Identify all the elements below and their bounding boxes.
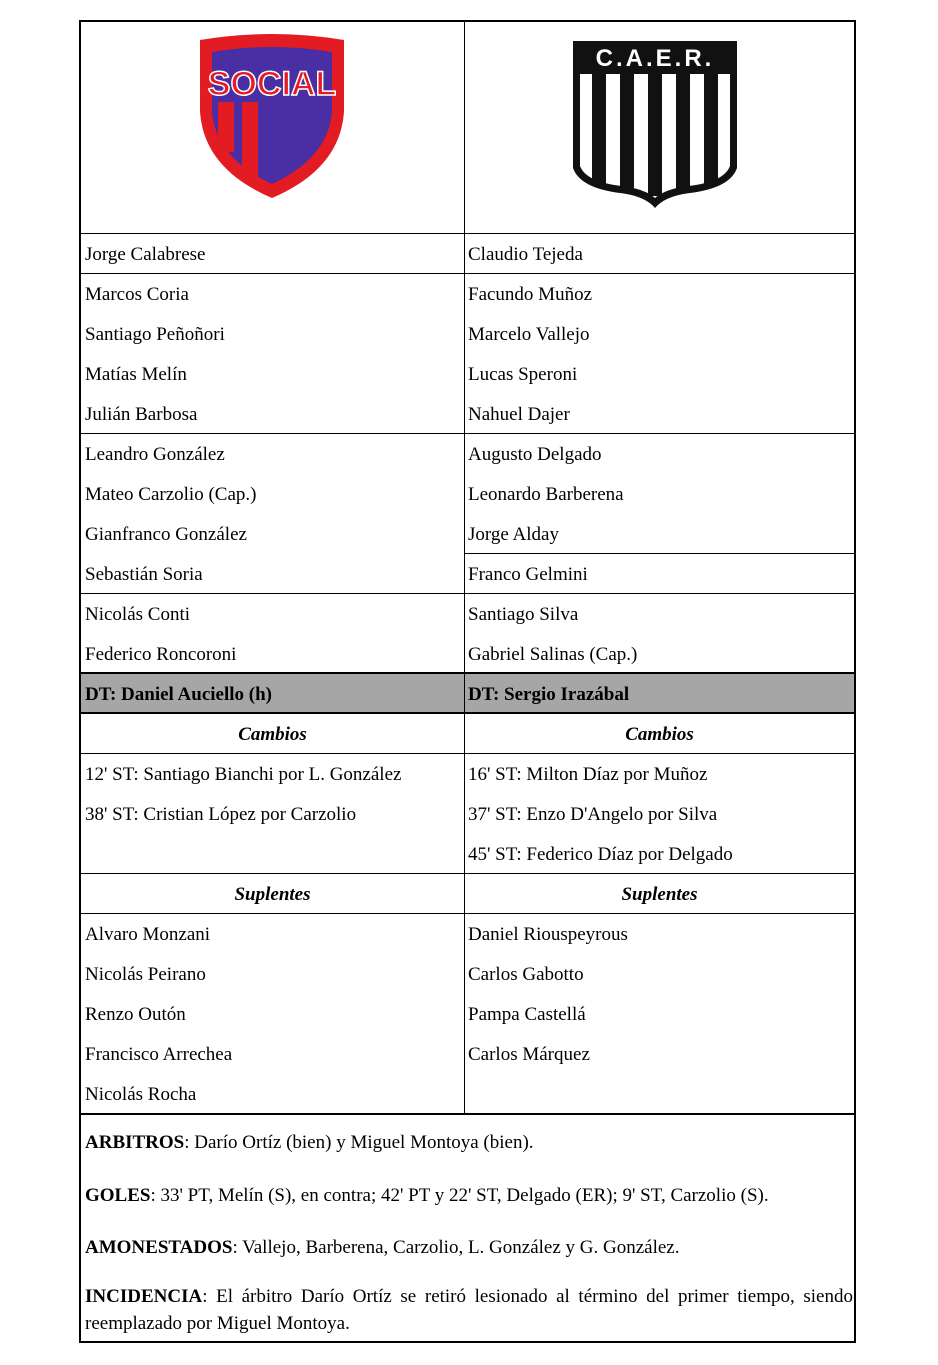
- right-sub: Carlos Márquez: [468, 1044, 590, 1065]
- cautions-text: : Vallejo, Barberena, Carzolio, L. González y G. González.: [232, 1237, 680, 1258]
- row-divider: [81, 913, 854, 914]
- left-sub: Alvaro Monzani: [85, 924, 211, 945]
- right-forward: Santiago Silva: [468, 604, 579, 625]
- right-midfielder: Leonardo Barberena: [468, 484, 624, 505]
- right-change: 45' ST: Federico Díaz por Delgado: [468, 844, 733, 865]
- incident-note: [85, 1283, 853, 1337]
- referees-note: [85, 1129, 853, 1156]
- svg-text:C.A.E.R.: C.A.E.R.: [595, 45, 715, 72]
- left-midfielder: Mateo Carzolio (Cap.): [85, 484, 257, 505]
- left-defender: Marcos Coria: [85, 284, 189, 305]
- left-defender: Santiago Peñoñori: [85, 324, 225, 345]
- left-midfielder: Leandro González: [85, 444, 225, 465]
- right-change: 37' ST: Enzo D'Angelo por Silva: [468, 804, 718, 825]
- left-defender: Matías Melín: [85, 364, 187, 385]
- right-defender: Nahuel Dajer: [468, 404, 570, 425]
- lineup-table: [79, 20, 856, 1343]
- cautions-note: [85, 1234, 853, 1261]
- right-subs-title: Suplentes: [621, 884, 698, 905]
- right-forward: Gabriel Salinas (Cap.): [468, 644, 638, 665]
- right-coach: DT: Sergio Irazábal: [468, 684, 630, 705]
- goals-text: : 33' PT, Melín (S), en contra; 42' PT y 22' ST, Delgado (ER); 9' ST, Carzolio (S).: [150, 1185, 769, 1206]
- goals-label: GOLES: [85, 1185, 151, 1206]
- caer-crest-logo: [570, 38, 740, 210]
- left-sub: Nicolás Peirano: [85, 964, 206, 985]
- row-divider: [81, 273, 854, 274]
- social-crest-logo: [190, 34, 354, 202]
- right-defender: Marcelo Vallejo: [468, 324, 590, 345]
- incident-label: INCIDENCIA: [85, 1286, 203, 1307]
- right-sub: Daniel Riouspeyrous: [468, 924, 628, 945]
- column-divider: [464, 22, 465, 1113]
- left-sub: Renzo Outón: [85, 1004, 186, 1025]
- row-divider: [81, 233, 854, 234]
- row-divider: [81, 672, 854, 674]
- right-defender: Lucas Speroni: [468, 364, 578, 385]
- row-divider: [81, 873, 854, 874]
- right-midfielder: Jorge Alday: [468, 524, 559, 545]
- left-subs-title: Suplentes: [234, 884, 311, 905]
- right-changes-title: Cambios: [625, 724, 694, 745]
- left-forward: Nicolás Conti: [85, 604, 191, 625]
- row-divider: [81, 433, 854, 434]
- left-changes-title: Cambios: [238, 724, 307, 745]
- left-defender: Julián Barbosa: [85, 404, 198, 425]
- row-divider: [465, 553, 854, 554]
- left-change: 38' ST: Cristian López por Carzolio: [85, 804, 357, 825]
- row-divider: [81, 712, 854, 714]
- right-midfielder: Augusto Delgado: [468, 444, 602, 465]
- right-change: 16' ST: Milton Díaz por Muñoz: [468, 764, 708, 785]
- left-change: 12' ST: Santiago Bianchi por L. González: [85, 764, 402, 785]
- left-coach: DT: Daniel Auciello (h): [85, 684, 273, 705]
- referees-label: ARBITROS: [85, 1132, 185, 1153]
- cautions-label: AMONESTADOS: [85, 1237, 233, 1258]
- left-sub: Francisco Arrechea: [85, 1044, 233, 1065]
- right-defender: Facundo Muñoz: [468, 284, 593, 305]
- referees-text: : Darío Ortíz (bien) y Miguel Montoya (bien).: [184, 1132, 534, 1153]
- incident-text: : El árbitro Darío Ortíz se retiró lesionado al término del primer tiempo, siendo reemplazado por Miguel Montoya.: [85, 1286, 853, 1334]
- row-divider: [81, 1113, 854, 1115]
- left-forward: Federico Roncoroni: [85, 644, 237, 665]
- right-midfielder: Franco Gelmini: [468, 564, 588, 585]
- left-sub: Nicolás Rocha: [85, 1084, 197, 1105]
- right-sub: Carlos Gabotto: [468, 964, 584, 985]
- svg-text:SOCIAL: SOCIAL: [207, 65, 337, 103]
- right-goalkeeper: Claudio Tejeda: [468, 244, 583, 265]
- left-goalkeeper: Jorge Calabrese: [85, 244, 206, 265]
- goals-note: [85, 1182, 853, 1209]
- right-sub: Pampa Castellá: [468, 1004, 586, 1025]
- row-divider: [81, 753, 854, 754]
- left-midfielder: Sebastián Soria: [85, 564, 203, 585]
- left-midfielder: Gianfranco González: [85, 524, 247, 545]
- row-divider: [81, 593, 854, 594]
